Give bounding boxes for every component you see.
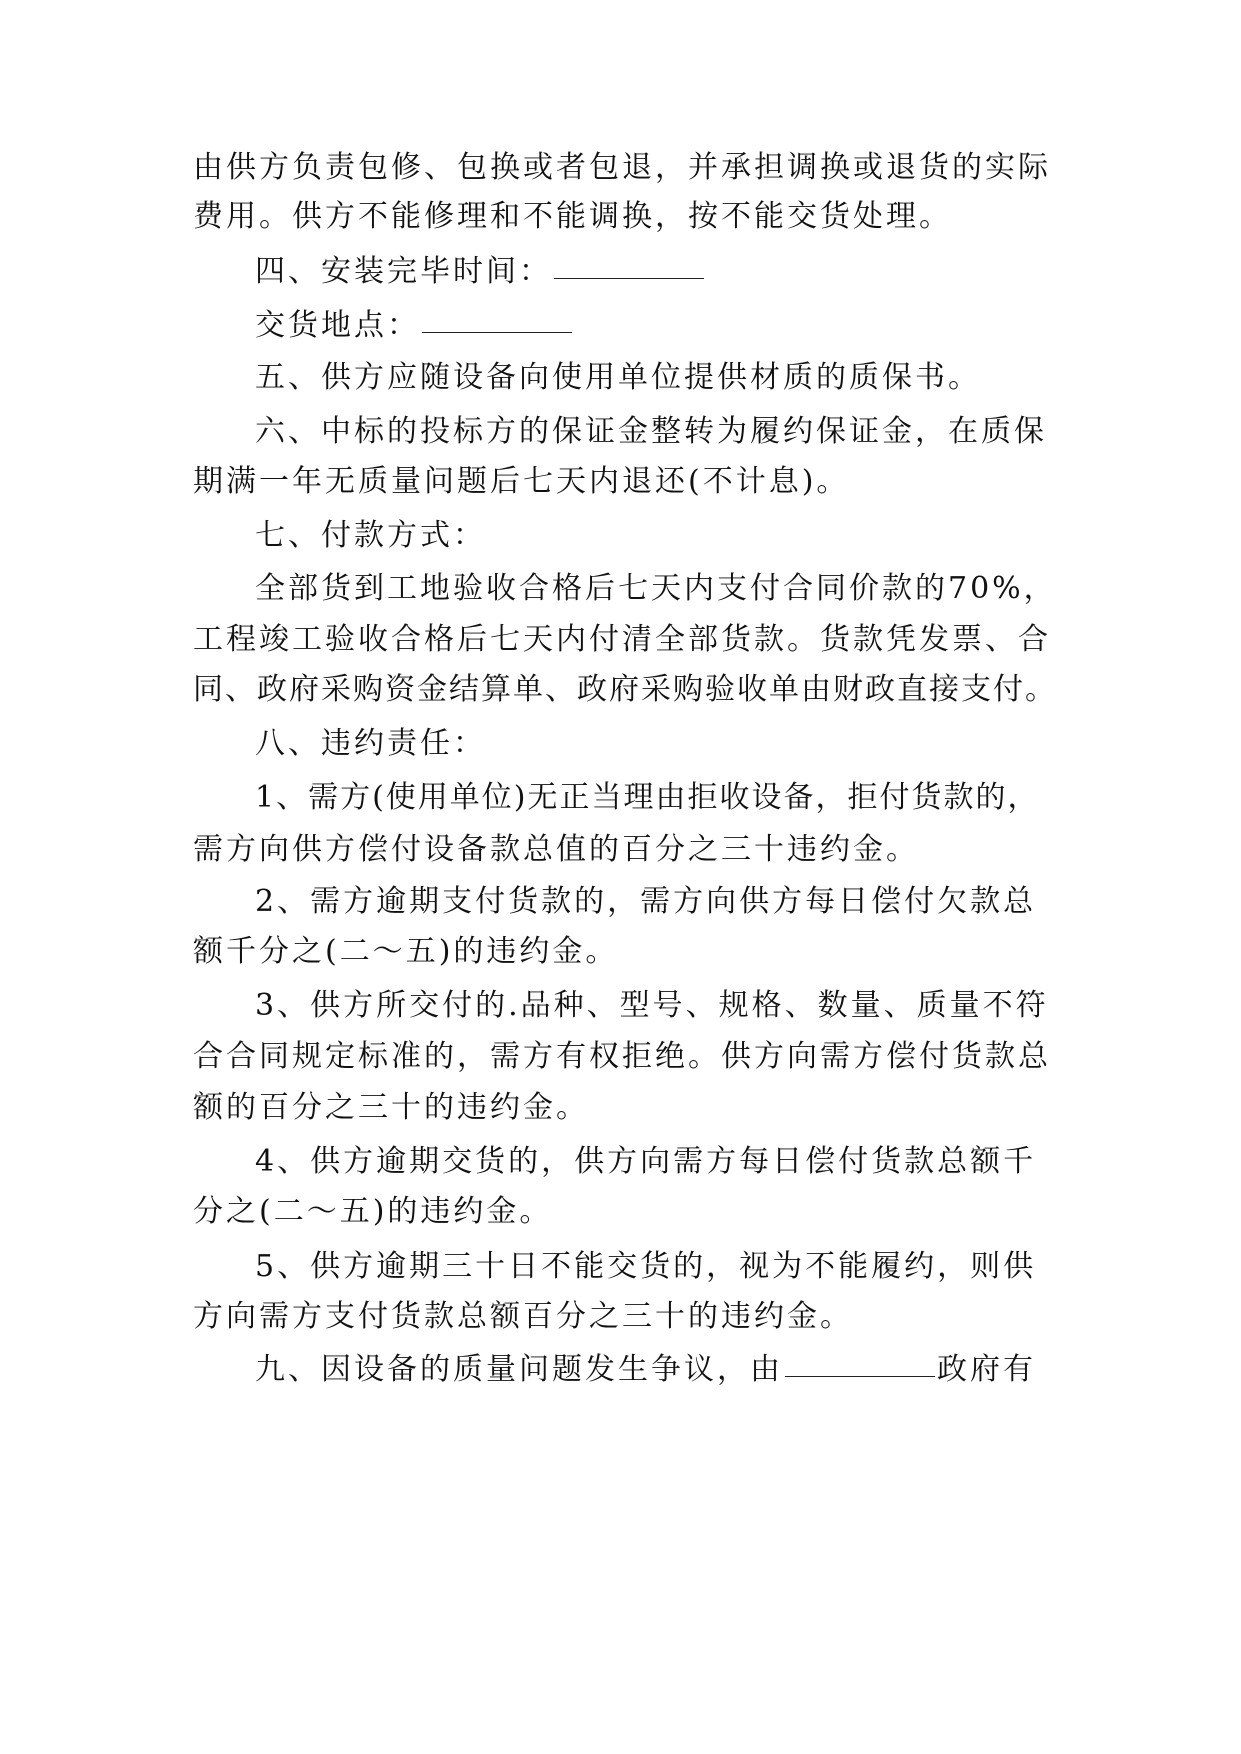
install-time-line bbox=[255, 250, 1135, 294]
text-line-6: 六、中标的投标方的保证金整转为履约保证金，在质保 bbox=[255, 414, 1047, 449]
dispute-text: 九、因设备的质量问题发生争议，由 bbox=[255, 1352, 783, 1387]
text-line-12: 八、违约责任： bbox=[255, 726, 486, 761]
text-line-15: 2、需方逾期支付货款的，需方向供方每日偿付欠款总 bbox=[255, 884, 1037, 919]
dispute-line bbox=[255, 1348, 1135, 1392]
text-line-23: 方向需方支付货款总额百分之三十的违约金。 bbox=[193, 1299, 853, 1334]
text-line-21: 分之(二～五)的违约金。 bbox=[193, 1194, 553, 1229]
text-line-8: 七、付款方式： bbox=[255, 518, 486, 553]
text-line-22: 5、供方逾期三十日不能交货的，视为不能履约，则供 bbox=[255, 1249, 1037, 1284]
text-line-16: 额千分之(二～五)的违约金。 bbox=[193, 934, 619, 969]
text-line-13: 1、需方(使用单位)无正当理由拒收设备，拒付货款的， bbox=[255, 780, 1040, 815]
text-line-10: 工程竣工验收合格后七天内付清全部货款。货款凭发票、合 bbox=[193, 622, 1051, 657]
text-line-19: 额的百分之三十的违约金。 bbox=[193, 1090, 589, 1125]
text-line-7: 期满一年无质量问题后七天内退还(不计息)。 bbox=[193, 464, 850, 499]
text-line-1: 由供方负责包修、包换或者包退，并承担调换或退货的实际 bbox=[193, 150, 1051, 185]
dispute-blank bbox=[785, 1375, 935, 1377]
text-line-9: 全部货到工地验收合格后七天内支付合同价款的70%， bbox=[255, 571, 1057, 606]
text-line-17: 3、供方所交付的.品种、型号、规格、数量、质量不符 bbox=[255, 988, 1049, 1023]
text-line-20: 4、供方逾期交货的，供方向需方每日偿付货款总额千 bbox=[255, 1144, 1037, 1179]
text-line-18: 合合同规定标准的，需方有权拒绝。供方向需方偿付货款总 bbox=[193, 1039, 1051, 1074]
text-line-5: 五、供方应随设备向使用单位提供材质的质保书。 bbox=[255, 360, 981, 395]
install-time-label: 四、安装完毕时间： bbox=[255, 254, 552, 289]
dispute-text-end: 政府有 bbox=[937, 1352, 1036, 1387]
delivery-place-blank bbox=[422, 331, 572, 333]
text-line-11: 同、政府采购资金结算单、政府采购验收单由财政直接支付。 bbox=[193, 672, 1057, 707]
text-line-14: 需方向供方偿付设备款总值的百分之三十违约金。 bbox=[193, 832, 919, 867]
text-line-2: 费用。供方不能修理和不能调换，按不能交货处理。 bbox=[193, 199, 952, 234]
install-time-blank bbox=[554, 277, 704, 279]
delivery-place-line bbox=[255, 304, 1135, 348]
delivery-place-label: 交货地点： bbox=[255, 308, 420, 343]
